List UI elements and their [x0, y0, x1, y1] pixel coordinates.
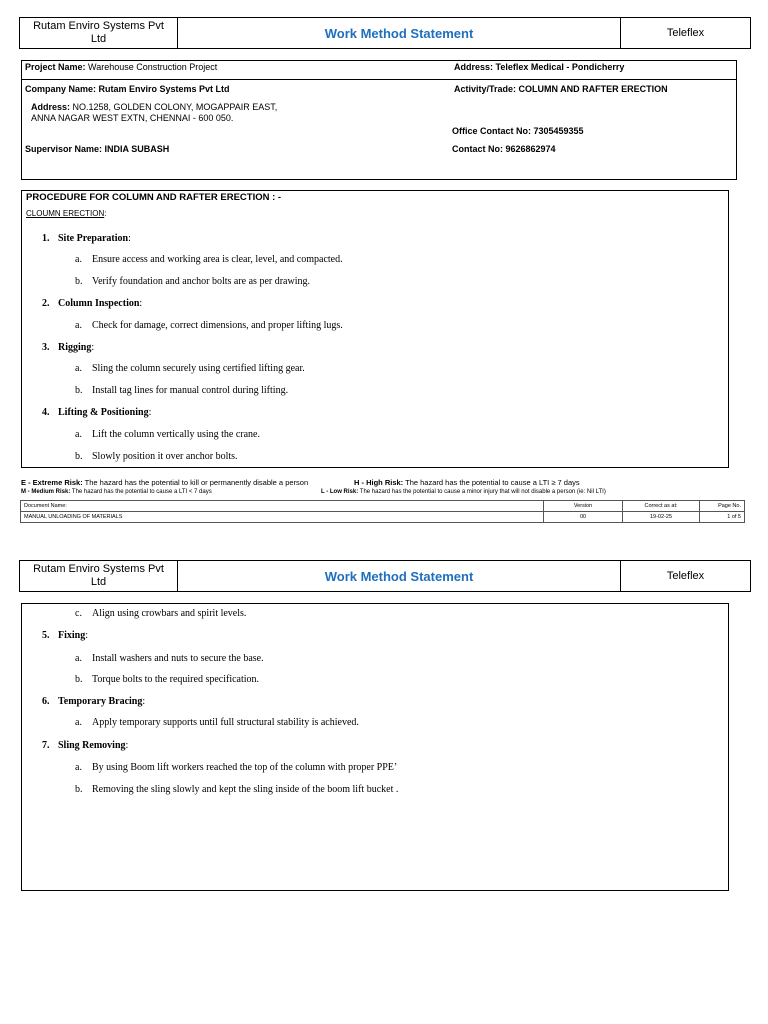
version-label: Version: [544, 501, 623, 512]
project-name: Project Name: Warehouse Construction Project: [25, 62, 218, 72]
procedure-continuation-box: [21, 603, 729, 891]
step-item: b. Removing the sling slowly and kept the sling inside of the boom lift bucket .: [75, 784, 399, 795]
risk-medium: M - Medium Risk: The hazard has the potential to cause a LTI < 7 days: [21, 489, 212, 495]
procedure-title: PROCEDURE FOR COLUMN AND RAFTER ERECTION : -: [26, 192, 282, 203]
step-column-inspection: 2. Column Inspection:: [42, 298, 143, 309]
company-name: Company Name: Rutam Enviro Systems Pvt Ltd: [25, 84, 230, 94]
page1-header: [19, 17, 751, 49]
supervisor-contact: Contact No: 9626862974: [452, 144, 556, 154]
office-contact: Office Contact No: 7305459355: [452, 126, 584, 136]
procedure-subtitle: CLOUMN ERECTION:: [26, 209, 107, 218]
risk-high: H - High Risk: The hazard has the potential to cause a LTI ≥ 7 days: [354, 478, 580, 487]
step-item: c. Align using crowbars and spirit levels.: [75, 608, 247, 619]
company-name-cell: Rutam Enviro Systems Pvt Ltd: [20, 561, 178, 591]
page2-header: [19, 560, 751, 592]
step-item: a. Install washers and nuts to secure the base.: [75, 653, 264, 664]
company-address-line1: Address: NO.1258, GOLDEN COLONY, MOGAPPAIR EAST,: [31, 102, 278, 112]
activity-trade: Activity/Trade: COLUMN AND RAFTER ERECTION: [454, 84, 668, 94]
step-item: a. Lift the column vertically using the crane.: [75, 429, 260, 440]
date-value: 19-02-25: [623, 512, 700, 523]
procedure-box: [21, 190, 729, 468]
document-title: Work Method Statement: [178, 561, 621, 591]
client-address: Address: Teleflex Medical - Pondicherry: [454, 62, 625, 72]
doc-name-label: Document Name:: [21, 501, 544, 512]
supervisor-name: Supervisor Name: INDIA SUBASH: [25, 144, 170, 154]
client-name-cell: Teleflex: [666, 27, 705, 39]
step-item: a. Apply temporary supports until full structural stability is achieved.: [75, 717, 359, 728]
step-rigging: 3. Rigging:: [42, 342, 95, 353]
step-item: b. Install tag lines for manual control during lifting.: [75, 385, 289, 396]
info-divider: [22, 79, 736, 80]
page-no-label: Page No.: [700, 501, 745, 512]
risk-extreme: E - Extreme Risk: The hazard has the potential to kill or permanently disable a person: [21, 478, 309, 487]
doc-name-value: MANUAL UNLOADING OF MATERIALS: [21, 512, 544, 523]
step-item: b. Verify foundation and anchor bolts are as per drawing.: [75, 276, 310, 287]
client-name-cell: Teleflex: [666, 570, 705, 582]
company-address-line2: ANNA NAGAR WEST EXTN, CHENNAI - 600 050.: [31, 113, 234, 123]
correct-as-at-label: Correct as at:: [623, 501, 700, 512]
step-temporary-bracing: 6. Temporary Bracing:: [42, 696, 146, 707]
step-item: a. By using Boom lift workers reached the top of the column with proper PPE’: [75, 762, 398, 773]
step-lifting-positioning: 4. Lifting & Positioning:: [42, 407, 152, 418]
page-number-value: 1 of 5: [700, 512, 745, 523]
company-name-cell: Rutam Enviro Systems Pvt Ltd: [20, 18, 178, 48]
version-value: 00: [544, 512, 623, 523]
step-item: a. Sling the column securely using certified lifting gear.: [75, 363, 305, 374]
step-site-preparation: 1. Site Preparation:: [42, 233, 131, 244]
step-item: b. Torque bolts to the required specification.: [75, 674, 260, 685]
risk-low: L - Low Risk: The hazard has the potential to cause a minor injury that will not disable a person (ie: Nil LTI): [321, 489, 606, 495]
step-item: a. Check for damage, correct dimensions, and proper lifting lugs.: [75, 320, 343, 331]
document-title: Work Method Statement: [178, 18, 621, 48]
step-item: b. Slowly position it over anchor bolts.: [75, 451, 238, 462]
project-info-box: [21, 60, 737, 180]
document-footer-table: [20, 500, 745, 523]
step-sling-removing: 7. Sling Removing:: [42, 740, 129, 751]
step-item: a. Ensure access and working area is clear, level, and compacted.: [75, 254, 343, 265]
step-fixing: 5. Fixing:: [42, 630, 89, 641]
